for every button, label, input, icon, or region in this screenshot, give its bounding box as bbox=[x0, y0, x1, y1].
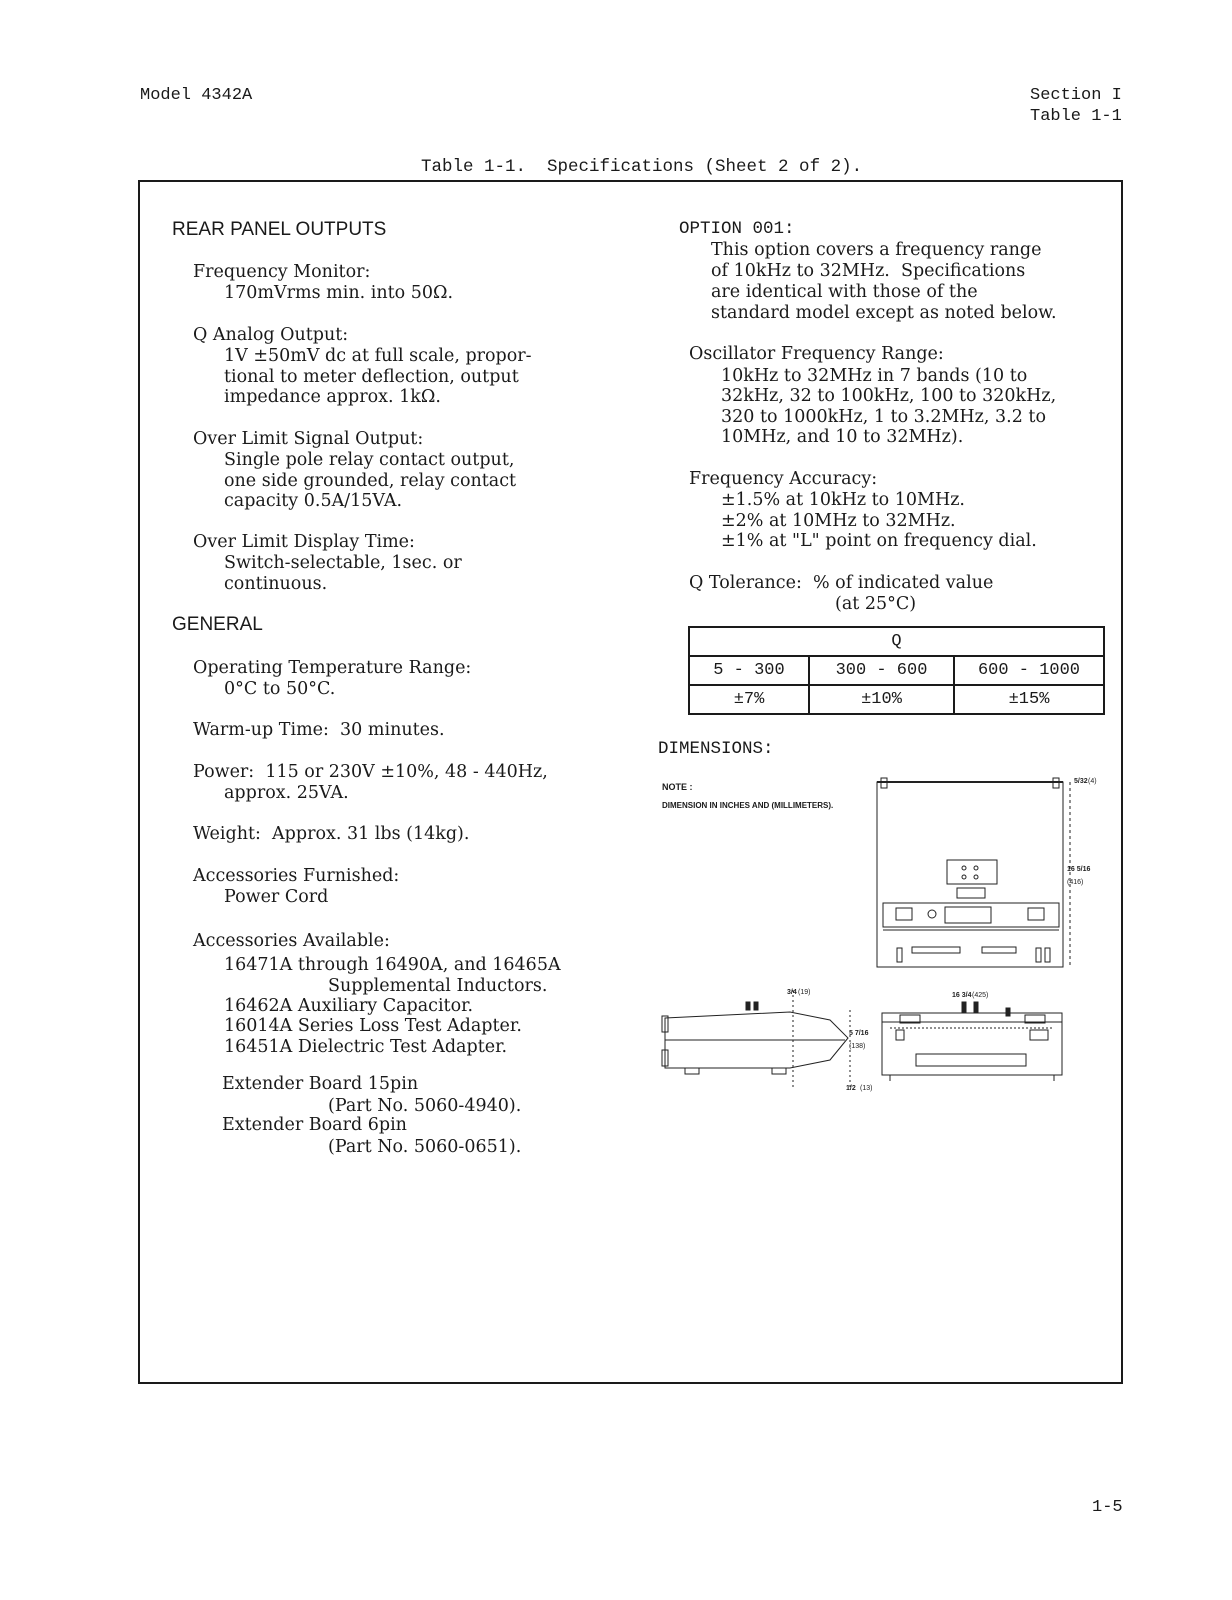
operating-temp-label: Operating Temperature Range: bbox=[193, 658, 472, 678]
model-header: Model 4342A bbox=[140, 86, 253, 105]
q-analog-label: Q Analog Output: bbox=[193, 325, 349, 345]
acc-available-line: 16462A Auxiliary Capacitor. bbox=[224, 996, 474, 1016]
section-header: Section I bbox=[1030, 86, 1122, 105]
dimension-note-label: NOTE : bbox=[662, 782, 693, 792]
over-limit-signal-label: Over Limit Signal Output: bbox=[193, 429, 424, 449]
dim-foot-fraction: 1/2 bbox=[846, 1085, 856, 1092]
weight: Weight: Approx. 31 lbs (14kg). bbox=[193, 824, 470, 844]
general-heading: GENERAL bbox=[172, 614, 263, 635]
acc-available-label: Accessories Available: bbox=[193, 931, 390, 951]
over-limit-display-line: continuous. bbox=[224, 574, 328, 594]
dim-height-fraction: 16 5/16 bbox=[1067, 866, 1091, 873]
q-range-cell: 5 - 300 bbox=[689, 656, 809, 685]
q-tolerance-condition: (at 25°C) bbox=[835, 594, 917, 614]
q-range-cell: 300 - 600 bbox=[809, 656, 954, 685]
extender-board-6pin: Extender Board 6pin bbox=[222, 1115, 407, 1135]
over-limit-signal-line: Single pole relay contact output, bbox=[224, 450, 515, 470]
dim-handle-value: (19) bbox=[798, 989, 811, 996]
option-line: standard model except as noted below. bbox=[711, 303, 1057, 323]
q-range-cell: 600 - 1000 bbox=[954, 656, 1104, 685]
dim-top-fraction: 5/32 bbox=[1074, 778, 1088, 785]
acc-available-line: 16014A Series Loss Test Adapter. bbox=[224, 1016, 522, 1036]
dimension-note-text: DIMENSION IN INCHES AND (MILLIMETERS). bbox=[662, 801, 834, 810]
operating-temp-line: 0°C to 50°C. bbox=[224, 679, 336, 699]
freq-accuracy-label: Frequency Accuracy: bbox=[689, 469, 878, 489]
acc-furnished-line: Power Cord bbox=[224, 887, 329, 907]
osc-range-line: 10MHz, and 10 to 32MHz). bbox=[721, 427, 964, 447]
warmup-time: Warm-up Time: 30 minutes. bbox=[193, 720, 445, 740]
q-tolerance-cell: ±10% bbox=[809, 685, 954, 714]
dim-foot-value: (13) bbox=[860, 1085, 873, 1092]
dim-depth-value: (138) bbox=[849, 1043, 866, 1050]
q-tolerance-label: Q Tolerance: % of indicated value bbox=[689, 573, 994, 593]
dim-handle-fraction: 3/4 bbox=[787, 989, 797, 996]
q-tolerance-cell: ±15% bbox=[954, 685, 1104, 714]
extender-board-15pin: Extender Board 15pin bbox=[222, 1074, 419, 1094]
option-line: are identical with those of the bbox=[711, 282, 978, 302]
dimensions-label: DIMENSIONS: bbox=[658, 739, 774, 759]
dim-depth-fraction: 5 7/16 bbox=[849, 1030, 869, 1037]
q-table-header: Q bbox=[689, 627, 1104, 656]
dimension-drawing bbox=[650, 770, 1110, 1100]
dim-width-value: (425) bbox=[972, 992, 989, 999]
top-view-panel bbox=[947, 860, 997, 884]
q-analog-line: impedance approx. 1kΩ. bbox=[224, 387, 441, 407]
over-limit-display-label: Over Limit Display Time: bbox=[193, 532, 415, 552]
osc-range-line: 32kHz, 32 to 100kHz, 100 to 320kHz, bbox=[721, 386, 1057, 406]
freq-accuracy-line: ±2% at 10MHz to 32MHz. bbox=[721, 511, 956, 531]
dim-height-value: (416) bbox=[1067, 879, 1084, 886]
osc-range-line: 10kHz to 32MHz in 7 bands (10 to bbox=[721, 366, 1028, 386]
freq-accuracy-line: ±1.5% at 10kHz to 10MHz. bbox=[721, 490, 965, 510]
q-tolerance-cell: ±7% bbox=[689, 685, 809, 714]
over-limit-display-line: Switch-selectable, 1sec. or bbox=[224, 553, 462, 573]
acc-furnished-label: Accessories Furnished: bbox=[193, 866, 400, 886]
power-label: Power: 115 or 230V ±10%, 48 - 440Hz, bbox=[193, 762, 548, 782]
page-number: 1-5 bbox=[1092, 1498, 1123, 1517]
q-tolerance-table bbox=[688, 626, 1105, 715]
acc-available-line: Supplemental Inductors. bbox=[328, 976, 548, 996]
q-analog-line: tional to meter deflection, output bbox=[224, 367, 519, 387]
q-analog-line: 1V ±50mV dc at full scale, propor- bbox=[224, 346, 532, 366]
over-limit-signal-line: one side grounded, relay contact bbox=[224, 471, 517, 491]
rear-panel-heading: REAR PANEL OUTPUTS bbox=[172, 219, 387, 240]
osc-range-line: 320 to 1000kHz, 1 to 3.2MHz, 3.2 to bbox=[721, 407, 1046, 427]
acc-available-line: 16471A through 16490A, and 16465A bbox=[224, 955, 561, 975]
option-line: This option covers a frequency range bbox=[711, 240, 1042, 260]
acc-available-line: 16451A Dielectric Test Adapter. bbox=[224, 1037, 508, 1057]
page-title: Table 1-1. Specifications (Sheet 2 of 2). bbox=[421, 157, 863, 177]
dim-top-value: (4) bbox=[1088, 778, 1097, 785]
over-limit-signal-line: capacity 0.5A/15VA. bbox=[224, 491, 403, 511]
freq-monitor-line: 170mVrms min. into 50Ω. bbox=[224, 283, 454, 303]
osc-range-label: Oscillator Frequency Range: bbox=[689, 344, 944, 364]
extender-board-6pin-part: (Part No. 5060-0651). bbox=[328, 1137, 522, 1157]
extender-board-15pin-part: (Part No. 5060-4940). bbox=[328, 1096, 522, 1116]
option-label: OPTION 001: bbox=[679, 219, 795, 239]
freq-accuracy-line: ±1% at "L" point on frequency dial. bbox=[721, 531, 1037, 551]
table-ref-header: Table 1-1 bbox=[1030, 107, 1122, 126]
top-view-outline bbox=[877, 782, 1063, 967]
freq-monitor-label: Frequency Monitor: bbox=[193, 262, 371, 282]
power-line: approx. 25VA. bbox=[224, 783, 349, 803]
option-line: of 10kHz to 32MHz. Specifications bbox=[711, 261, 1026, 281]
dim-width-fraction: 16 3/4 bbox=[952, 992, 972, 999]
